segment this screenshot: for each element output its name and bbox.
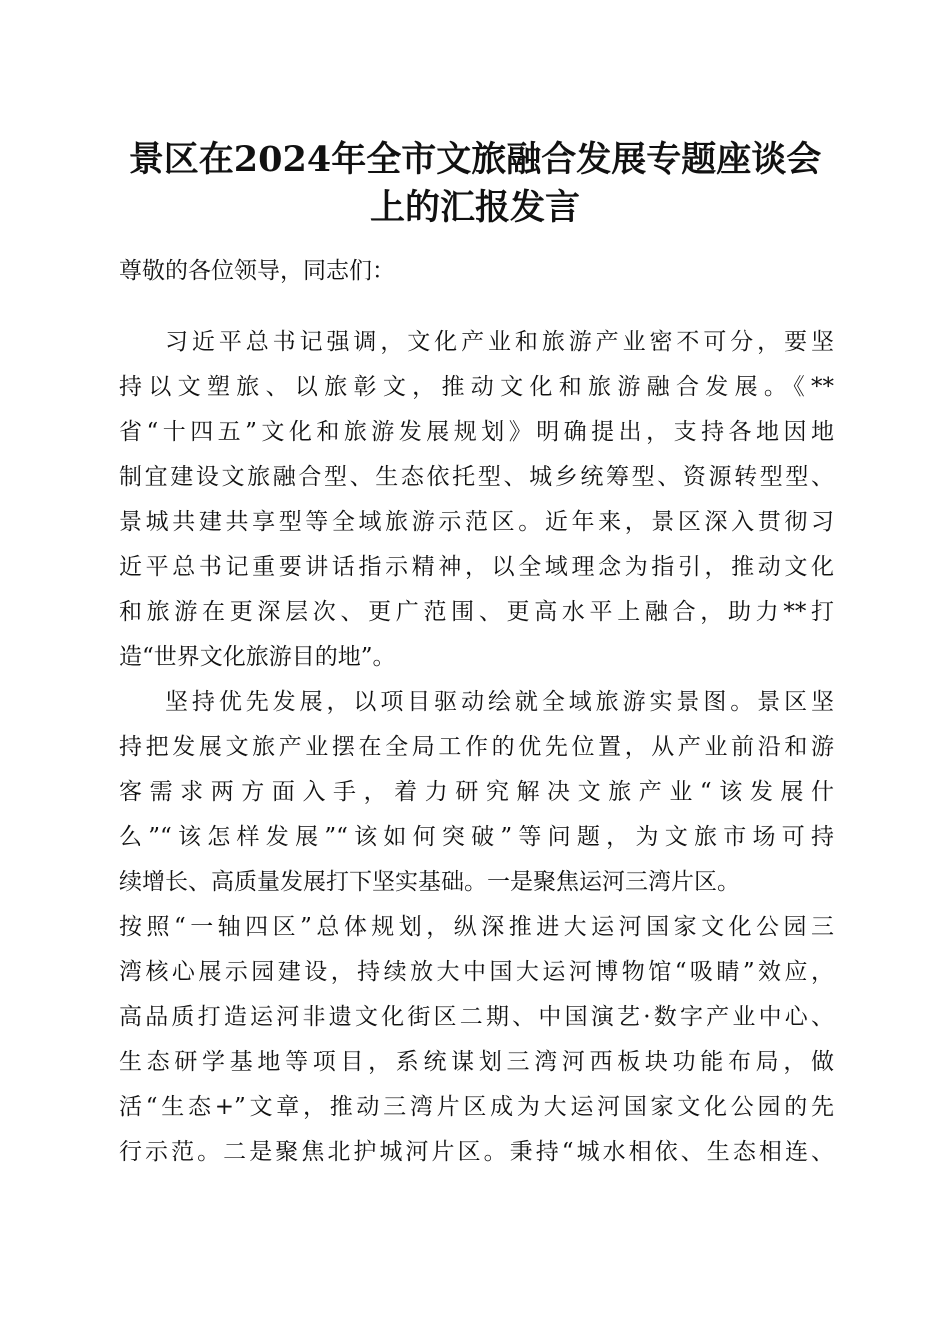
paragraph-1-line: 和旅游在更深层次、更广范围、更高水平上融合，助力**打 [119, 599, 834, 625]
paragraph-1-line: 造“世界文化旅游目的地”。 [119, 644, 396, 670]
paragraph-2-line: 坚持优先发展，以项目驱动绘就全域旅游实景图。景区坚 [165, 689, 834, 715]
paragraph-1-line: 持以文塑旅、以旅彰文，推动文化和旅游融合发展。《** [119, 374, 834, 400]
paragraph-1-line: 习近平总书记强调，文化产业和旅游产业密不可分，要坚 [165, 329, 834, 355]
paragraph-2-line: 么”“该怎样发展”“该如何突破”等问题，为文旅市场可持 [119, 824, 834, 850]
paragraph-2-line: 行示范。二是聚焦北护城河片区。秉持“城水相依、生态相连、 [119, 1139, 834, 1165]
paragraph-2-line: 客需求两方面入手，着力研究解决文旅产业“该发展什 [119, 779, 834, 805]
paragraph-1-line: 景城共建共享型等全域旅游示范区。近年来，景区深入贯彻习 [119, 509, 834, 535]
paragraph-2-line: 持把发展文旅产业摆在全局工作的优先位置，从产业前沿和游 [119, 734, 834, 760]
salutation: 尊敬的各位领导，同志们： [119, 258, 395, 284]
paragraph-2-line: 高品质打造运河非遗文化街区二期、中国演艺·数字产业中心、 [119, 1004, 834, 1030]
paragraph-1-line: 制宜建设文旅融合型、生态依托型、城乡统筹型、资源转型型、 [119, 464, 834, 490]
document-title-line-2: 上的汇报发言 [369, 187, 580, 228]
paragraph-2-line: 生态研学基地等项目，系统谋划三湾河西板块功能布局，做 [119, 1049, 834, 1075]
paragraph-2-line: 续增长、高质量发展打下坚实基础。一是聚焦运河三湾片区。 [119, 869, 740, 895]
paragraph-2-line: 活“生态+”文章，推动三湾片区成为大运河国家文化公园的先 [119, 1094, 834, 1120]
paragraph-2-line: 湾核心展示园建设，持续放大中国大运河博物馆“吸睛”效应， [119, 959, 834, 985]
paragraph-1-line: 省“十四五”文化和旅游发展规划》明确提出，支持各地因地 [119, 419, 834, 445]
paragraph-2-line: 按照“一轴四区”总体规划，纵深推进大运河国家文化公园三 [119, 914, 834, 940]
paragraph-1-line: 近平总书记重要讲话指示精神，以全域理念为指引，推动文化 [119, 554, 834, 580]
document-title-line-1: 景区在2024年全市文旅融合发展专题座谈会 [128, 139, 822, 180]
